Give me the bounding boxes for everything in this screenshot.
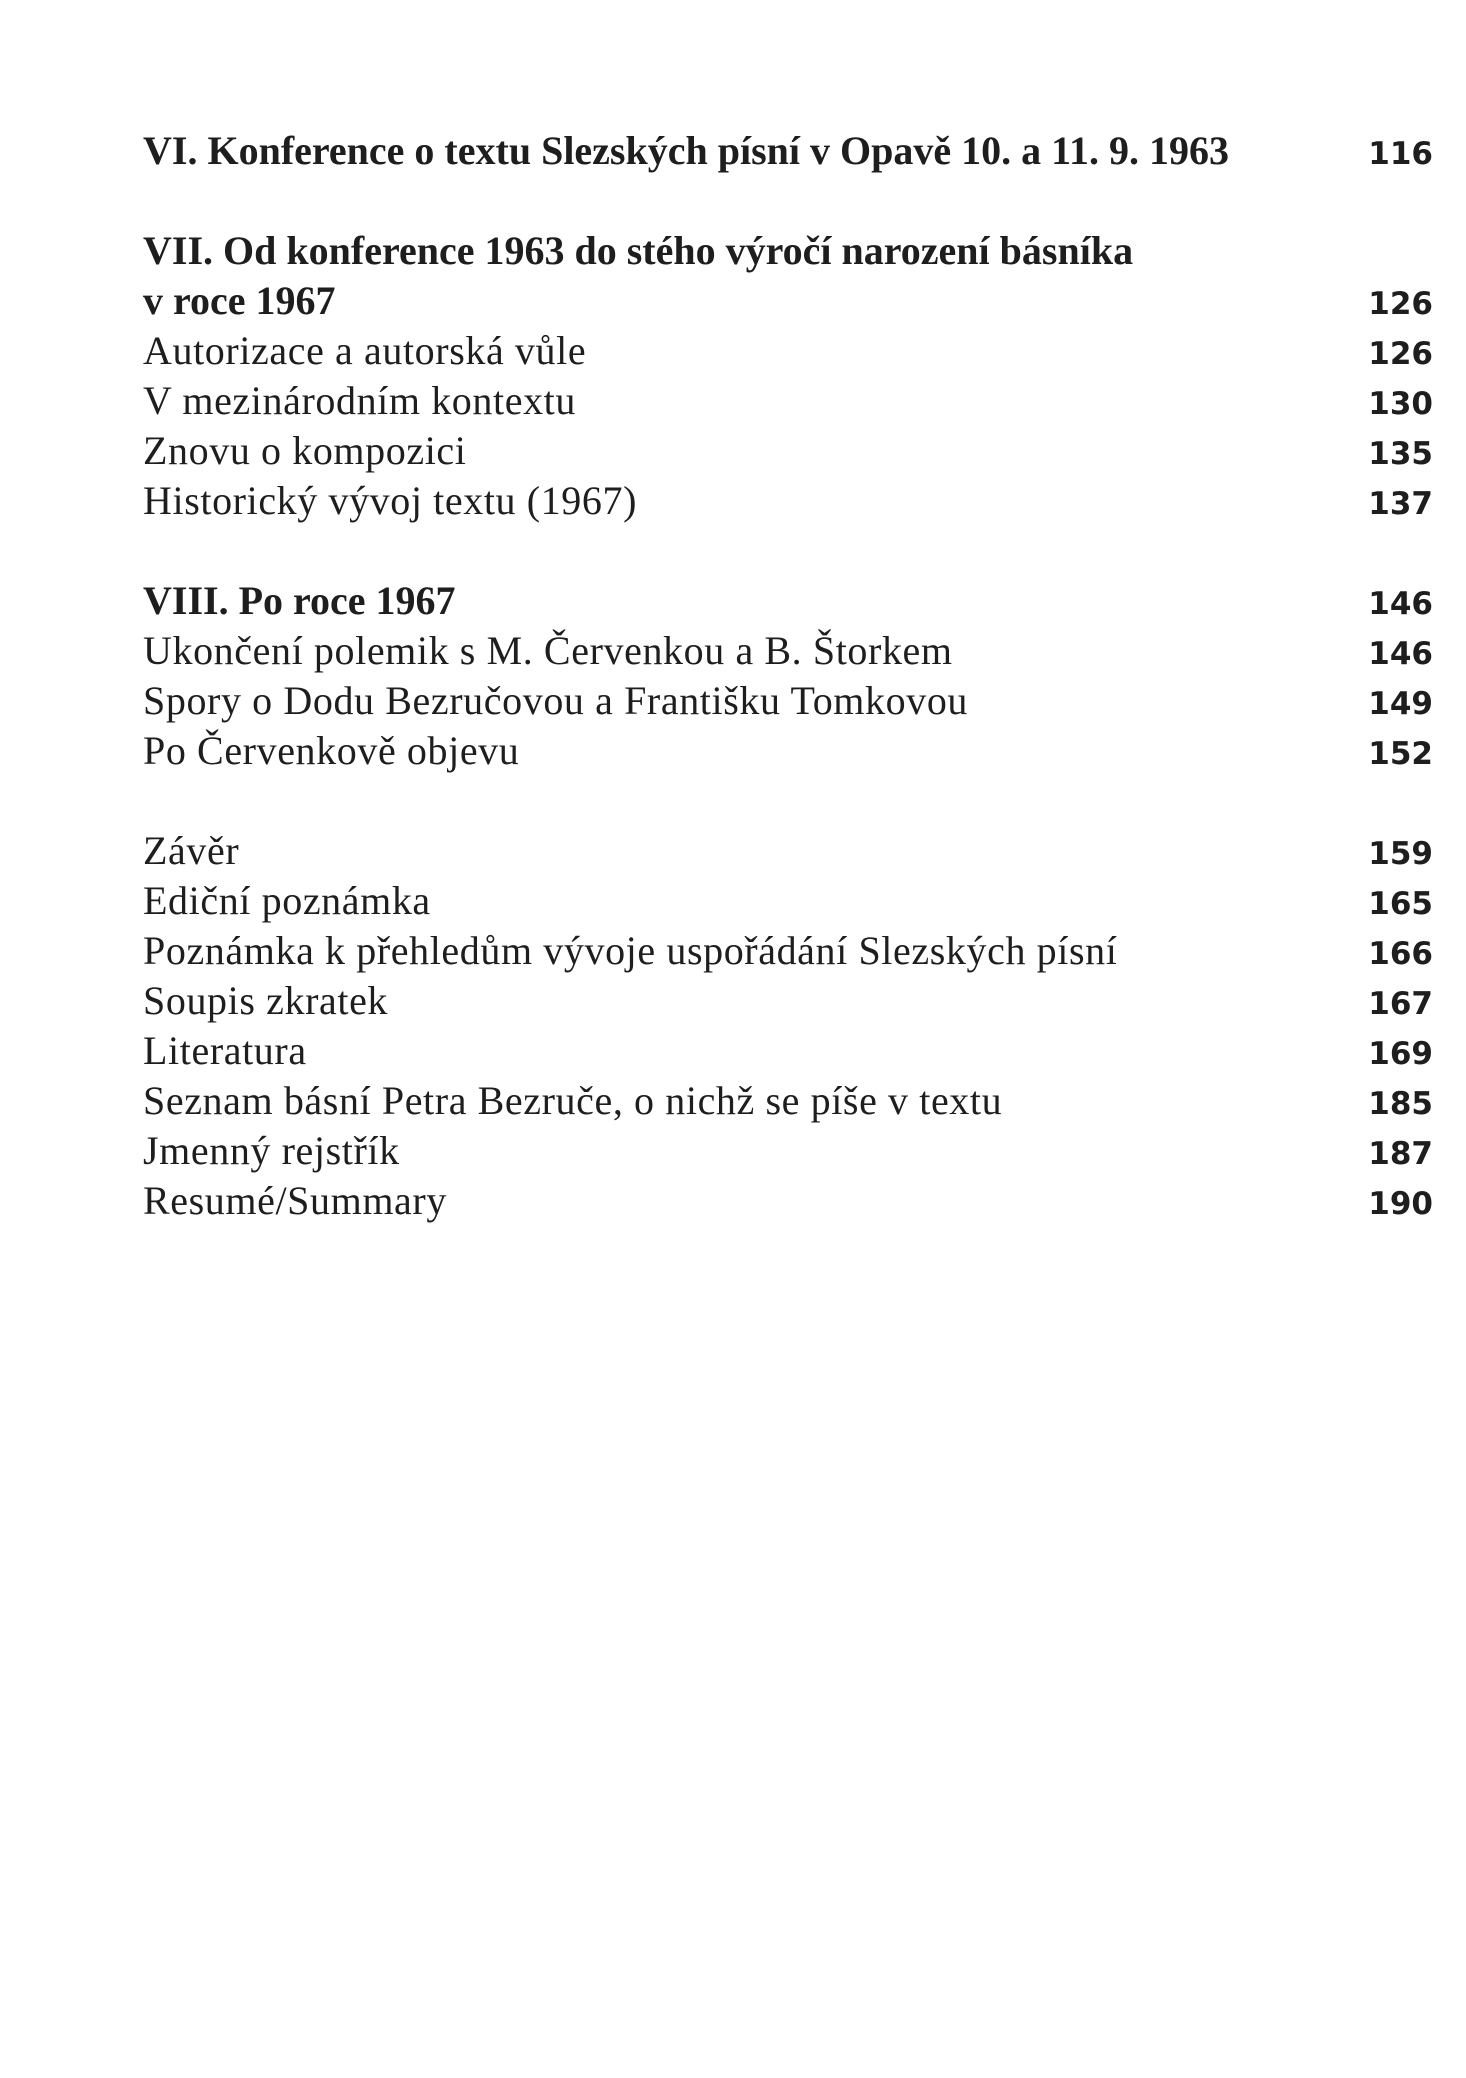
toc-entry [143,126,1433,176]
toc-entry [143,876,1433,926]
toc-entry [143,1076,1433,1126]
toc-entry-page: 166 [1368,936,1433,972]
toc-backmatter [143,826,1433,1226]
toc-entry [143,376,1433,426]
toc-entry-page: 190 [1368,1186,1433,1222]
toc-entry [143,326,1433,376]
toc-entry [143,426,1433,476]
toc-entry-title: Závěr [143,828,240,873]
toc-entry-title: Znovu o kompozici [143,428,467,473]
toc-entry-title: Jmenný rejstřík [143,1128,400,1173]
toc-entry [143,726,1433,776]
toc-entry-page: 169 [1368,1036,1433,1072]
toc-entry-title: Poznámka k přehledům vývoje uspořádání Slezských písní [143,928,1118,973]
toc-entry-page: 137 [1368,486,1433,522]
toc-entry-title: Soupis zkratek [143,978,389,1023]
toc-entry [143,826,1433,876]
toc-entry-title: Autorizace a autorská vůle [143,328,587,373]
toc-entry-page: 116 [1368,136,1433,172]
toc-entry-title: Ediční poznámka [143,878,431,923]
toc-entry [143,676,1433,726]
toc-entry [143,1176,1433,1226]
toc-entry [143,626,1433,676]
toc-entry-page: 146 [1368,586,1433,622]
toc-entry [143,1126,1433,1176]
toc-entry-page: 146 [1368,636,1433,672]
toc-entry-page: 135 [1368,436,1433,472]
toc-entry-title: Literatura [143,1028,307,1073]
toc-entry-page: 187 [1368,1136,1433,1172]
toc-entry-title: Seznam básní Petra Bezruče, o nichž se píše v textu [143,1078,1003,1123]
toc-entry-page: 126 [1368,336,1433,372]
toc-entry-title: Historický vývoj textu (1967) [143,478,638,523]
toc-entry-page: 152 [1368,736,1433,772]
toc-entry-title: V mezinárodním kontextu [143,378,576,423]
toc-entry [143,576,1433,626]
toc-entry-page: 126 [1368,286,1433,322]
toc-entry-page: 149 [1368,686,1433,722]
toc-section-6 [143,126,1433,176]
toc-entry-title: Ukončení polemik s M. Červenkou a B. Štorkem [143,628,953,673]
toc-entry-page: 185 [1368,1086,1433,1122]
toc-entry-page: 159 [1368,836,1433,872]
toc-entry-title: VII. Od konference 1963 do stého výročí narození básníka [143,228,1134,273]
toc-entry-title: v roce 1967 [143,278,336,323]
toc-entry-title: VI. Konference o textu Slezských písní v Opavě 10. a 11. 9. 1963 [143,128,1229,173]
toc-entry-title: Resumé/Summary [143,1178,447,1223]
toc-entry-page: 130 [1368,386,1433,422]
toc-entry-page: 167 [1368,986,1433,1022]
toc-entry-page: 165 [1368,886,1433,922]
toc-entry [143,1026,1433,1076]
toc-entry [143,476,1433,526]
toc-entry-title: Po Červenkově objevu [143,728,520,773]
toc-entry-title: Spory o Dodu Bezručovou a Františku Tomkovou [143,678,969,723]
toc-entry [143,276,1433,326]
toc-entry-title: VIII. Po roce 1967 [143,578,456,623]
toc-heading-line [143,226,1433,276]
toc-entry [143,926,1433,976]
table-of-contents [143,126,1433,1226]
toc-section-7 [143,226,1433,526]
toc-entry [143,976,1433,1026]
toc-section-8 [143,576,1433,776]
